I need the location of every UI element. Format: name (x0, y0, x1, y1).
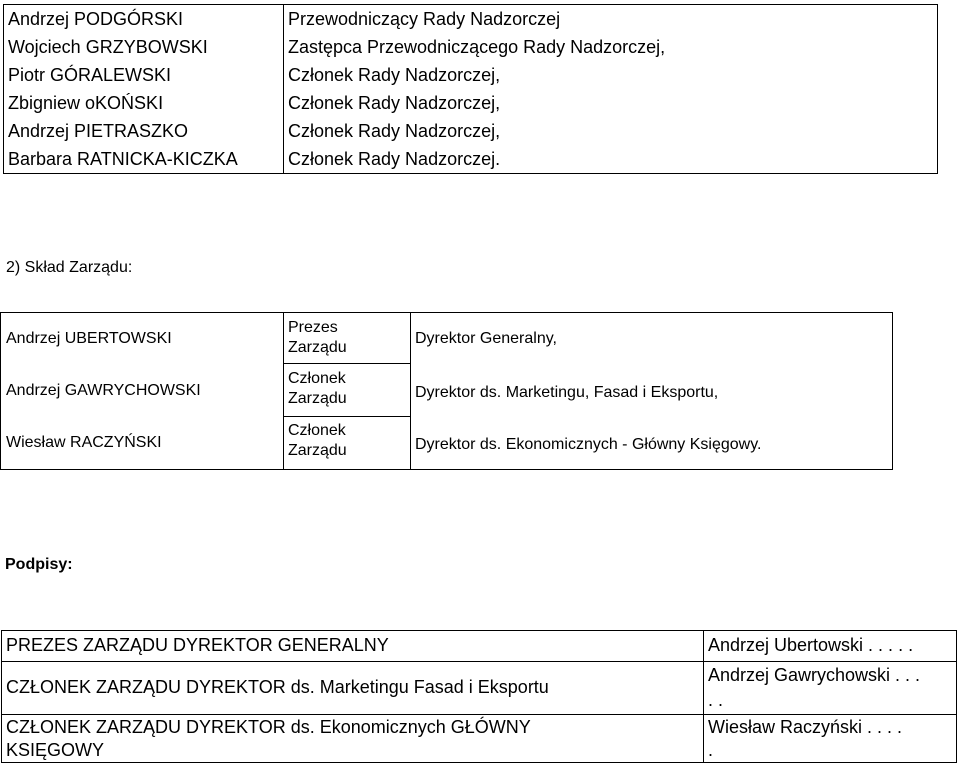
management-names-column (1, 313, 283, 469)
signature-role-continuation: KSIĘGOWY (6, 740, 105, 760)
board-member-name: Zbigniew oKOŃSKI (8, 93, 164, 113)
board-member-name: Barbara RATNICKA-KICZKA (8, 149, 238, 169)
row-divider (284, 363, 410, 364)
board-member-role: Członek Rady Nadzorczej. (288, 149, 501, 169)
management-function: Dyrektor ds. Ekonomicznych - Główny Księgowy. (415, 436, 762, 453)
board-member-name: Andrzej PODGÓRSKI (8, 9, 184, 29)
board-member-name: Andrzej PIETRASZKO (8, 121, 189, 141)
column-divider (703, 631, 704, 762)
signature-signer-continuation: . . (708, 690, 724, 710)
management-function: Dyrektor ds. Marketingu, Fasad i Eksportu, (415, 384, 719, 401)
board-member-role: Zastępca Przewodniczącego Rady Nadzorczej, (288, 37, 666, 57)
board-member-name: Wojciech GRZYBOWSKI (8, 37, 208, 57)
signature-signer: Andrzej Ubertowski . . . . . (708, 635, 914, 655)
position-line: Członek (288, 422, 346, 439)
supervisory-board-table (3, 4, 938, 174)
position-line: Członek (288, 370, 346, 387)
management-member-name: Andrzej UBERTOWSKI (6, 330, 172, 347)
management-section-title: 2) Skład Zarządu: (6, 259, 133, 276)
management-table (0, 312, 893, 470)
management-position (288, 421, 398, 461)
management-position (288, 318, 398, 358)
row-divider (2, 661, 956, 662)
position-line: Zarządu (288, 339, 347, 356)
signature-signer-continuation: . (708, 740, 714, 760)
position-line: Prezes (288, 319, 338, 336)
management-function: Dyrektor Generalny, (415, 330, 557, 347)
management-member-name: Andrzej GAWRYCHOWSKI (6, 382, 201, 399)
signature-role: CZŁONEK ZARZĄDU DYREKTOR ds. Marketingu Fasad i Eksportu (6, 677, 549, 697)
board-names-column (4, 5, 284, 173)
signature-role: CZŁONEK ZARZĄDU DYREKTOR ds. Ekonomicznych GŁÓWNY (6, 717, 531, 737)
management-member-name: Wiesław RACZYŃSKI (6, 434, 162, 451)
board-member-role: Członek Rady Nadzorczej, (288, 93, 501, 113)
board-member-role: Członek Rady Nadzorczej, (288, 65, 501, 85)
position-line: Zarządu (288, 390, 347, 407)
signature-role: PREZES ZARZĄDU DYREKTOR GENERALNY (6, 635, 389, 655)
management-positions-column (283, 313, 411, 469)
signatures-table (1, 630, 957, 763)
board-roles-column (284, 5, 937, 173)
row-divider (284, 416, 410, 417)
board-member-name: Piotr GÓRALEWSKI (8, 65, 172, 85)
board-member-role: Przewodniczący Rady Nadzorczej (288, 9, 561, 29)
signatures-title: Podpisy: (5, 556, 73, 573)
signature-signer: Wiesław Raczyński . . . . (708, 717, 903, 737)
management-position (288, 369, 398, 409)
board-member-role: Członek Rady Nadzorczej, (288, 121, 501, 141)
signature-signer: Andrzej Gawrychowski . . . (708, 665, 921, 685)
row-divider (2, 714, 956, 715)
position-line: Zarządu (288, 442, 347, 459)
management-functions-column (411, 313, 892, 469)
